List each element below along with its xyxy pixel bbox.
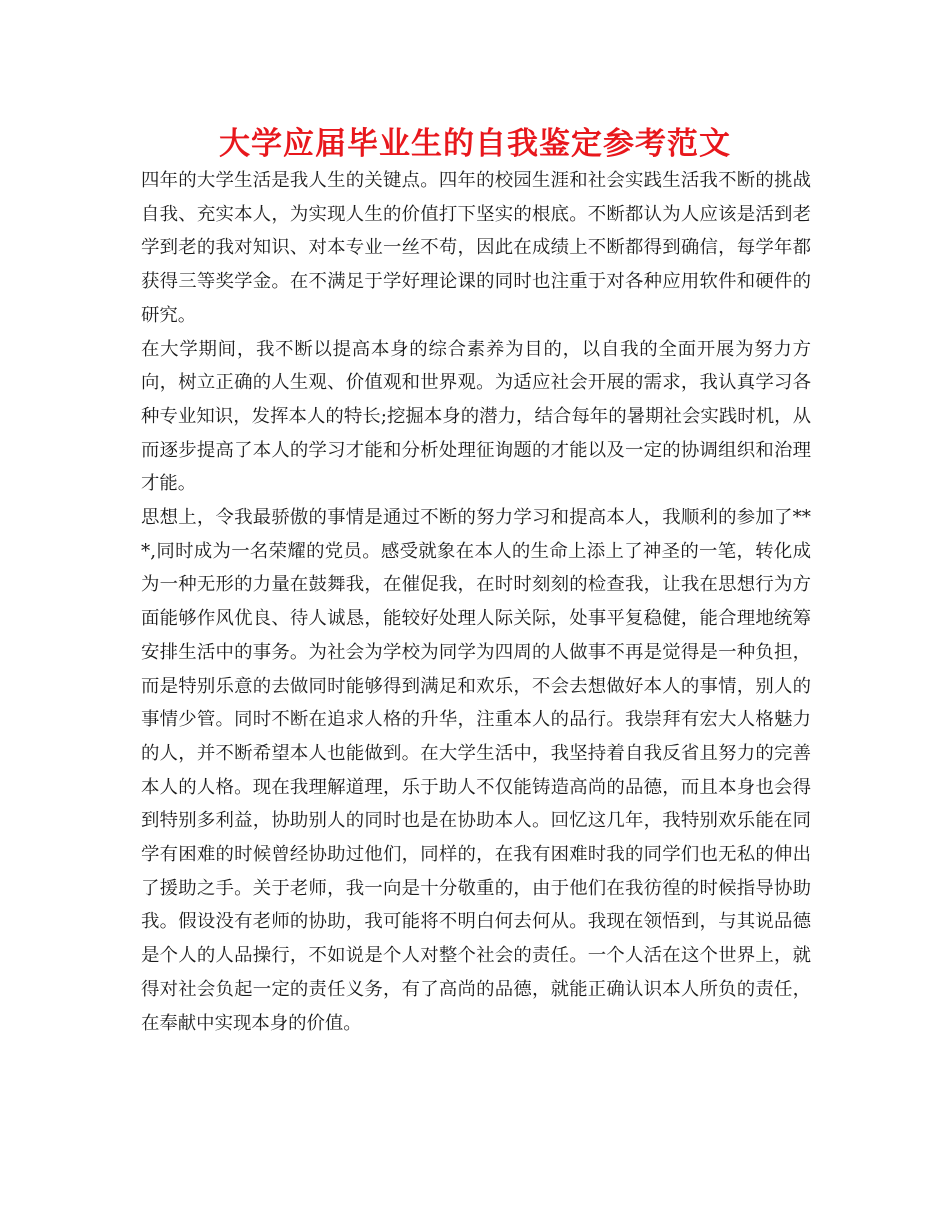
document-body bbox=[141, 164, 811, 1040]
document-title: 大学应届毕业生的自我鉴定参考范文 bbox=[219, 126, 731, 162]
paragraph-2: 在大学期间，我不断以提高本身的综合素养为目的，以自我的全面开展为努力方向，树立正确的人生观、价值观和世界观。为适应社会开展的需求，我认真学习各种专业知识，发挥本人的特长;挖掘本身的潜力，结合每年的暑期社会实践时机，从而逐步提高了本人的学习才能和分析处理征询题的才能以及一定的协调组织和治理才能。 bbox=[141, 338, 811, 495]
paragraph-3: 思想上，令我最骄傲的事情是通过不断的努力学习和提高本人，我顺利的参加了***,同时成为一名荣耀的党员。感受就象在本人的生命上添上了神圣的一笔，转化成为一种无形的力量在鼓舞我，在催促我，在时时刻刻的检查我，让我在思想行为方面能够作风优良、待人诚恳，能较好处理人际关际，处事平复稳健，能合理地统筹安排生活中的事务。为社会为学校为同学为四周的人做事不再是觉得是一种负担，而是特别乐意的去做同时能够得到满足和欢乐，不会去想做好本人的事情，别人的事情少管。同时不断在追求人格的升华，注重本人的品行。我崇拜有宏大人格魅力的人，并不断希望本人也能做到。在大学生活中，我坚持着自我反省且努力的完善本人的人格。现在我理解道理，乐于助人不仅能铸造高尚的品德，而且本身也会得到特别多利益，协助别人的同时也是在协助本人。回忆这几年，我特别欢乐能在同学有困难的时候曾经协助过他们，同样的，在我有困难时我的同学们也无私的伸出了援助之手。关于老师，我一向是十分敬重的，由于他们在我彷徨的时候指导协助我。假设没有老师的协助，我可能将不明白何去何从。我现在领悟到，与其说品德是个人的人品操行，不如说是个人对整个社会的责任。一个人活在这个世界上，就得对社会负起一定的责任义务，有了高尚的品德，就能正确认识本人所负的责任，在奉献中实现本身的价值。 bbox=[141, 507, 811, 1034]
paragraph-1: 四年的大学生活是我人生的关键点。四年的校园生涯和社会实践生活我不断的挑战自我、充实本人，为实现人生的价值打下坚实的根底。不断都认为人应该是活到老学到老的我对知识、对本专业一丝不苟，因此在成绩上不断都得到确信，每学年都获得三等奖学金。在不满足于学好理论课的同时也注重于对各种应用软件和硬件的研究。 bbox=[141, 170, 811, 326]
